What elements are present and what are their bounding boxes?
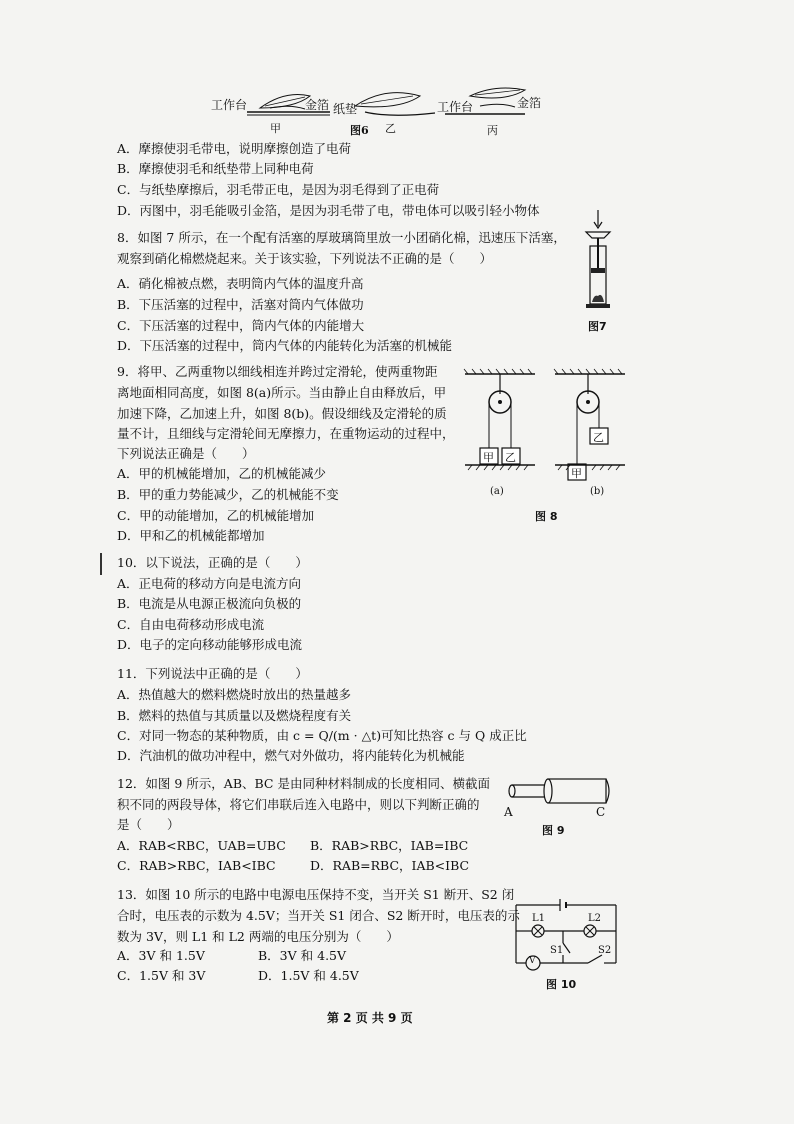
fig6-label-left-table: 工作台 — [211, 98, 248, 112]
q9-option-a: A．甲的机械能增加，乙的机械能减少 — [117, 466, 327, 481]
fig6-label-right-foil: 金箔 — [517, 96, 542, 110]
q9-option-b: B．甲的重力势能减少，乙的机械能不变 — [117, 487, 339, 502]
q12-option-c: C．RAB>RBC，IAB<IBC — [117, 858, 276, 873]
fig6-sub-c: 丙 — [487, 124, 498, 137]
q11-stem: 11．下列说法中正确的是（ ） — [117, 666, 308, 681]
q8-option-d: D．下压活塞的过程中，筒内气体的内能转化为活塞的机械能 — [117, 338, 453, 353]
fig6-sub-b: 乙 — [385, 122, 396, 135]
q12-stem-line-3: 是（ ） — [117, 817, 180, 832]
q11-option-a: A．热值越大的燃料燃烧时放出的热量越多 — [117, 687, 352, 702]
fig8-sub-b: (b) — [590, 486, 605, 497]
figure-9 — [498, 775, 618, 840]
fig10-l1-text: L1 — [532, 913, 546, 924]
figure-10-drawing — [508, 895, 623, 975]
fig6-label-paper: 纸垫 — [333, 102, 358, 116]
fig8b-block-jia: 甲 — [571, 467, 582, 480]
q11-option-d: D．汽油机的做功冲程中，燃气对外做功，将内能转化为机械能 — [117, 748, 465, 763]
fig10-l2-text: L2 — [588, 913, 602, 924]
q12-stem-line-2: 积不同的两段导体，将它们串联后连入电路中，则以下判断正确的 — [117, 797, 480, 812]
q8-option-b: B．下压活塞的过程中，活塞对筒内气体做功 — [117, 297, 364, 312]
q9-stem-line-3: 加速下降，乙加速上升，如图 8(b)。假设细线及定滑轮的质 — [117, 406, 447, 421]
figure-7 — [578, 210, 618, 333]
fig10-label-l1 — [532, 913, 545, 924]
q7-option-b: B．摩擦使羽毛和纸垫带上同种电荷 — [117, 161, 314, 176]
fig10-label-s2 — [598, 945, 611, 956]
q12-option-b: B．RAB>RBC，IAB=IBC — [310, 838, 469, 853]
figure-8-drawing — [460, 362, 630, 492]
q13-option-a: A．3V 和 1.5V — [117, 948, 205, 963]
q10-option-d: D．电子的定向移动能够形成电流 — [117, 637, 303, 652]
q9-stem-line-2: 离地面相同高度，如图 8(a)所示。当由静止自由释放后，甲 — [117, 385, 447, 400]
q7-option-d: D．丙图中，羽毛能吸引金箔，是因为羽毛带了电，带电体可以吸引轻小物体 — [117, 203, 540, 218]
q9-stem-line-1: 9．将甲、乙两重物以细线相连并跨过定滑轮，使两重物距 — [117, 364, 438, 379]
q11-option-c: C．对同一物态的某种物质，由 c = Q/(m · △t)可知比热容 c 与 Q 成正比 — [117, 728, 527, 743]
fig8b-block-yi: 乙 — [593, 431, 604, 444]
fig10-caption: 图 10 — [546, 978, 577, 991]
figure-8 — [460, 362, 630, 527]
fig6-caption: 图6 — [350, 124, 369, 137]
q12-option-a: A．RAB<RBC，UAB=UBC — [117, 838, 286, 853]
q13-option-d: D．1.5V 和 4.5V — [258, 968, 359, 983]
q13-stem-line-1: 13．如图 10 所示的电路中电源电压保持不变，当开关 S1 断开、S2 闭 — [117, 887, 515, 902]
q12-stem-line-1: 12．如图 9 所示，AB、BC 是由同种材料制成的长度相同、横截面 — [117, 776, 490, 791]
fig9-label-a: A — [504, 805, 513, 819]
fig8a-block-yi: 乙 — [505, 451, 516, 464]
q7-option-c: C．与纸垫摩擦后，羽毛带正电，是因为羽毛得到了正电荷 — [117, 182, 440, 197]
fig8-sub-a: (a) — [490, 486, 504, 497]
q7-option-a: A．摩擦使羽毛带电，说明摩擦创造了电荷 — [117, 141, 352, 156]
figure-9-drawing — [498, 775, 618, 809]
q10-option-a: A．正电荷的移动方向是电流方向 — [117, 576, 302, 591]
q10-option-b: B．电流是从电源正极流向负极的 — [117, 596, 302, 611]
q12-option-d: D．RAB=RBC，IAB<IBC — [310, 858, 470, 873]
q13-stem-line-3: 数为 3V，则 L1 和 L2 两端的电压分别为（ ） — [117, 929, 399, 944]
q9-option-d: D．甲和乙的机械能都增加 — [117, 528, 265, 543]
fig6-sub-a: 甲 — [270, 122, 281, 135]
margin-mark — [100, 553, 102, 575]
fig8-caption: 图 8 — [535, 510, 558, 523]
fig9-caption: 图 9 — [542, 824, 565, 837]
q9-stem-line-4: 量不计，且细线与定滑轮间无摩擦力，在重物运动的过程中， — [117, 426, 455, 441]
q10-option-c: C．自由电荷移动形成电流 — [117, 617, 265, 632]
fig10-label-s1 — [550, 945, 563, 956]
q10-stem: 10．以下说法，正确的是（ ） — [117, 555, 308, 570]
q9-stem-line-5: 下列说法正确是（ ） — [117, 446, 255, 461]
fig6-label-right-table: 工作台 — [437, 100, 474, 114]
figure-6 — [205, 82, 565, 137]
page-footer: 第 2 页 共 9 页 — [327, 1011, 413, 1025]
fig7-caption: 图7 — [588, 320, 607, 333]
fig10-s2-text: S2 — [598, 945, 612, 956]
q9-option-c: C．甲的动能增加，乙的机械能增加 — [117, 508, 315, 523]
fig6-label-left-foil: 金箔 — [305, 98, 330, 112]
figure-7-drawing — [578, 210, 618, 320]
fig10-s1-text: S1 — [550, 945, 564, 956]
fig10-voltmeter-label: V — [529, 956, 536, 966]
figure-10 — [508, 895, 623, 995]
q8-stem-line-2: 观察到硝化棉燃烧起来。关于该实验，下列说法不正确的是（ ） — [117, 251, 493, 266]
fig10-label-l2 — [588, 913, 601, 924]
q11-option-b: B．燃料的热值与其质量以及燃烧程度有关 — [117, 708, 352, 723]
q13-stem-line-2: 合时，电压表的示数为 4.5V；当开关 S1 闭合、S2 断开时，电压表的示 — [117, 908, 520, 923]
q8-stem-line-1: 8．如图 7 所示，在一个配有活塞的厚玻璃筒里放一小团硝化棉，迅速压下活塞， — [117, 230, 566, 245]
fig8a-block-jia: 甲 — [483, 451, 494, 464]
fig9-label-c: C — [596, 805, 606, 819]
q8-option-a: A．硝化棉被点燃，表明筒内气体的温度升高 — [117, 276, 364, 291]
q13-option-b: B．3V 和 4.5V — [258, 948, 347, 963]
q13-option-c: C．1.5V 和 3V — [117, 968, 206, 983]
q8-option-c: C．下压活塞的过程中，筒内气体的内能增大 — [117, 318, 365, 333]
